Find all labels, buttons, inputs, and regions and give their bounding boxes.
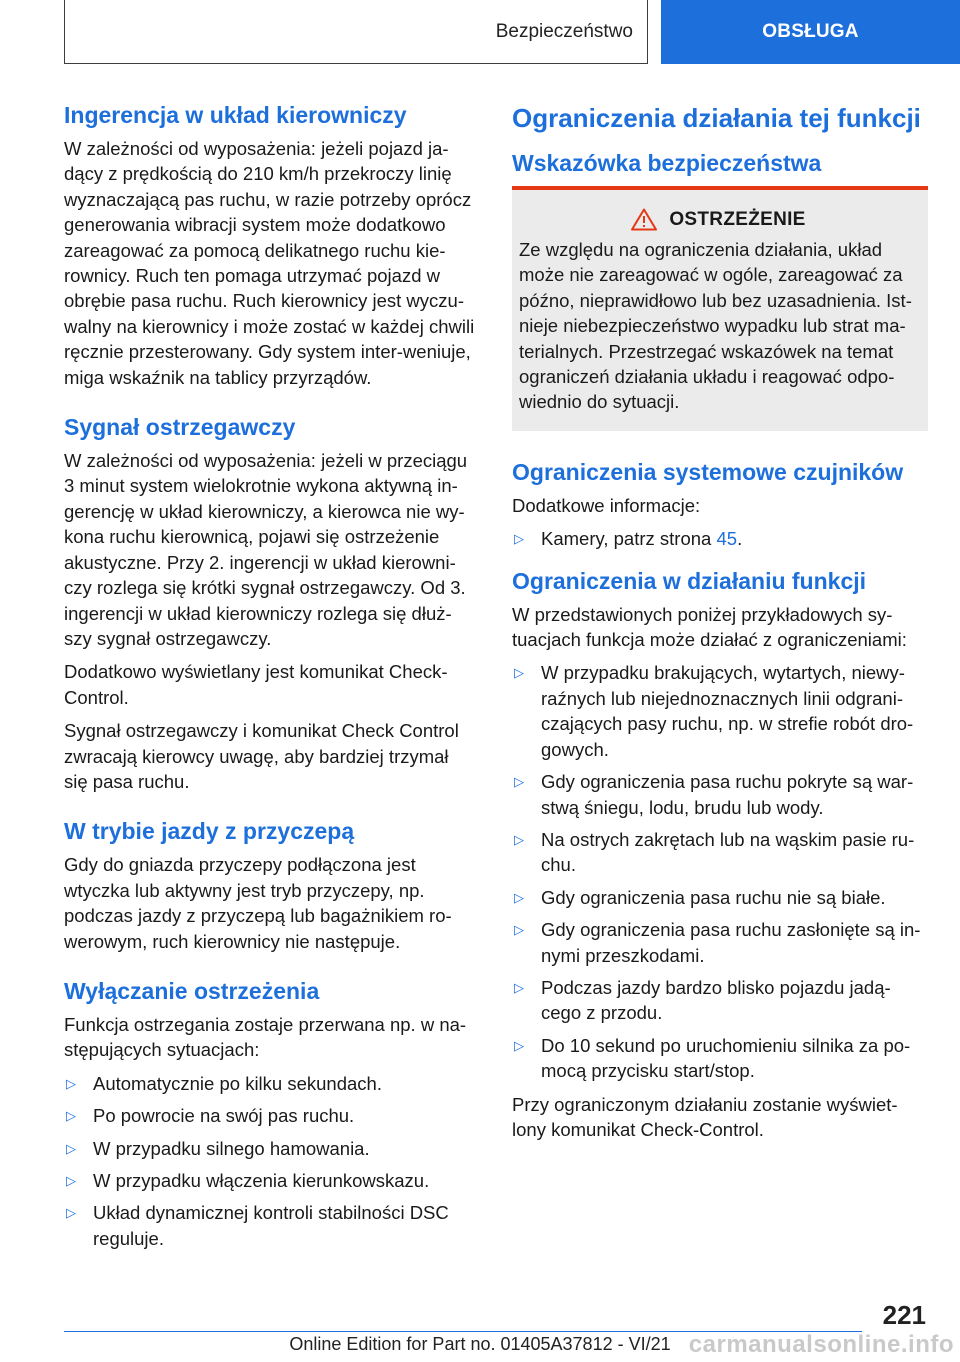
paragraph: Przy ograniczonym działaniu zostanie wyświet-lony komunikat Check-Control. (512, 1093, 898, 1140)
list-item: ▷ Gdy ograniczenia pasa ruchu nie są białe. (512, 885, 928, 910)
list-item: ▷ W przypadku brakujących, wytartych, niewy-raźnych lub niejednoznacznych linii odgrani-czających pasy ruchu, np. w strefie robót dro-gowych. (514, 662, 914, 760)
triangle-right-icon: ▷ (66, 1140, 76, 1156)
bullet-list (512, 660, 928, 1083)
triangle-right-icon: ▷ (66, 1173, 76, 1188)
list-item: ▷ Gdy ograniczenia pasa ruchu zasłonięte są in-nymi przeszkodami. (514, 919, 921, 966)
triangle-right-icon: ▷ (66, 1205, 76, 1221)
paragraph: W przedstawionych poniżej przykładowych sy-tuacjach funkcja może działać z ograniczeniami: (512, 603, 907, 651)
warning-triangle-icon (631, 208, 657, 231)
watermark: carmanualsonline.info (688, 1331, 954, 1358)
page-number: 221 (882, 1300, 926, 1330)
bullet-list (64, 1071, 476, 1251)
footer-edition: Online Edition for Part no. 01405A37812 - VI/21 (289, 1334, 671, 1354)
chapter-title: OBSŁUGA (762, 21, 859, 42)
paragraph: Dodatkowe informacje: (512, 494, 701, 516)
section-title: Bezpieczeństwo (495, 20, 633, 42)
triangle-right-icon: ▷ (514, 531, 524, 547)
paragraph: Gdy do gniazda przyczepy podłączona jest wtyczka lub aktywny jest tryb przyczepy, np. podczas jazdy z przyczepą lub bagażnikiem ro-werowym, ruch kierownicy nie następuje. (64, 854, 452, 952)
list-item: ▷ Układ dynamicznej kontroli stabilności DSC reguluje. (66, 1202, 449, 1249)
bullet-list (512, 526, 928, 551)
triangle-right-icon: ▷ (514, 922, 524, 938)
list-item: ▷ W przypadku silnego hamowania. (64, 1136, 476, 1161)
triangle-right-icon: ▷ (66, 1075, 76, 1091)
warning-text: Ze względu na ograniczenia działania, układ może nie zareagować w ogóle, zareagować za późno, nieprawidłowo lub bez uzasadnienia. Ist-nieje niebezpieczeństwo wypadku lub strat ma-terialnych. Przestrzegać wskazówek na temat ograniczeń działania układu i reagować odpo-wiednio do sytuacji. (519, 239, 912, 413)
warning-header (519, 208, 918, 231)
list-item: ▷ Po powrocie na swój pas ruchu. (64, 1103, 476, 1128)
heading-function-limits: Ograniczenia działania tej funkcji (512, 103, 921, 133)
page-link[interactable]: 45 (716, 528, 738, 550)
heading-warning-off: Wyłączanie ostrzeżenia (64, 977, 320, 1004)
triangle-right-icon: ▷ (514, 979, 524, 995)
list-item: ▷ Automatycznie po kilku sekundach. (64, 1071, 476, 1096)
paragraph: Funkcja ostrzegania zostaje przerwana np. w na-stępujących sytuacjach: (64, 1013, 467, 1061)
heading-warning-signal: Sygnał ostrzegawczy (64, 414, 296, 441)
list-item: ▷ Podczas jazdy bardzo blisko pojazdu jadą-cego z przodu. (514, 976, 891, 1024)
list-item: ▷ Gdy ograniczenia pasa ruchu pokryte są war-stwą śniegu, lodu, brudu lub wody. (514, 771, 914, 818)
header-chapter-tab[interactable] (661, 0, 960, 64)
list-item: ▷ Do 10 sekund po uruchomieniu silnika za po-mocą przycisku start/stop. (514, 1034, 911, 1082)
heading-safety-note: Wskazówka bezpieczeństwa (512, 150, 822, 176)
warning-box (512, 186, 928, 431)
triangle-right-icon: ▷ (514, 665, 524, 681)
left-column (64, 100, 476, 1259)
heading-steering-intervention: Ingerencja w układ kierowniczy (64, 102, 407, 128)
paragraph: W zależności od wyposażenia: jeżeli pojazd ja-dący z prędkością do 210 km/h przekroczy linię wyznaczającą pas ruchu, w razie potrzeby oprócz generowania wibracji system może dodatkowo zareagować za pomocą delikatnego ruchu kie-rownicy. Ruch ten pomaga utrzymać pojazd w obrębie pasa ruchu. Ruch kierownicy jest wyczu-walny na kierownicy i może zostać w każdej chwili ręcznie przesterowany. Gdy system inter-weniuje, miga wskaźnik na tablicy przyrządów. (64, 138, 475, 388)
paragraph: Dodatkowo wyświetlany jest komunikat Check-Control. (64, 661, 448, 708)
right-column (512, 100, 928, 1150)
triangle-right-icon: ▷ (514, 1037, 524, 1053)
list-item: ▷ W przypadku włączenia kierunkowskazu. (64, 1168, 476, 1193)
paragraph: W zależności od wyposażenia: jeżeli w przeciągu 3 minut system wielokrotnie wykona aktywną in-gerencję w układ kierowniczy, a kierowca nie wy-kona ruchu kierownicą, pojawi się ostrzeżenie akustyczne. Przy 2. ingerencji w układ kierowni-czy rozlega się krótki sygnał ostrzegawczy. Od 3. ingerencji w układ kierowniczy rozlega się dłuż-szy sygnał ostrzegawczy. (64, 450, 468, 649)
list-item: ▷ Kamery, patrz strona 45. (512, 526, 928, 551)
list-item: ▷ Na ostrych zakrętach lub na wąskim pasie ru-chu. (514, 828, 915, 876)
warning-label: OSTRZEŻENIE (669, 208, 806, 230)
header-section (64, 0, 648, 64)
triangle-right-icon: ▷ (514, 831, 524, 847)
heading-operation-limits: Ograniczenia w działaniu funkcji (512, 567, 867, 594)
heading-sensor-limits: Ograniczenia systemowe czujników (512, 458, 904, 485)
paragraph: Sygnał ostrzegawczy i komunikat Check Control zwracają kierowcy uwagę, aby bardziej trzymał się pasa ruchu. (64, 720, 459, 792)
triangle-right-icon: ▷ (514, 889, 524, 905)
heading-trailer-mode: W trybie jazdy z przyczepą (64, 818, 355, 845)
triangle-right-icon: ▷ (66, 1108, 76, 1124)
triangle-right-icon: ▷ (514, 774, 524, 790)
